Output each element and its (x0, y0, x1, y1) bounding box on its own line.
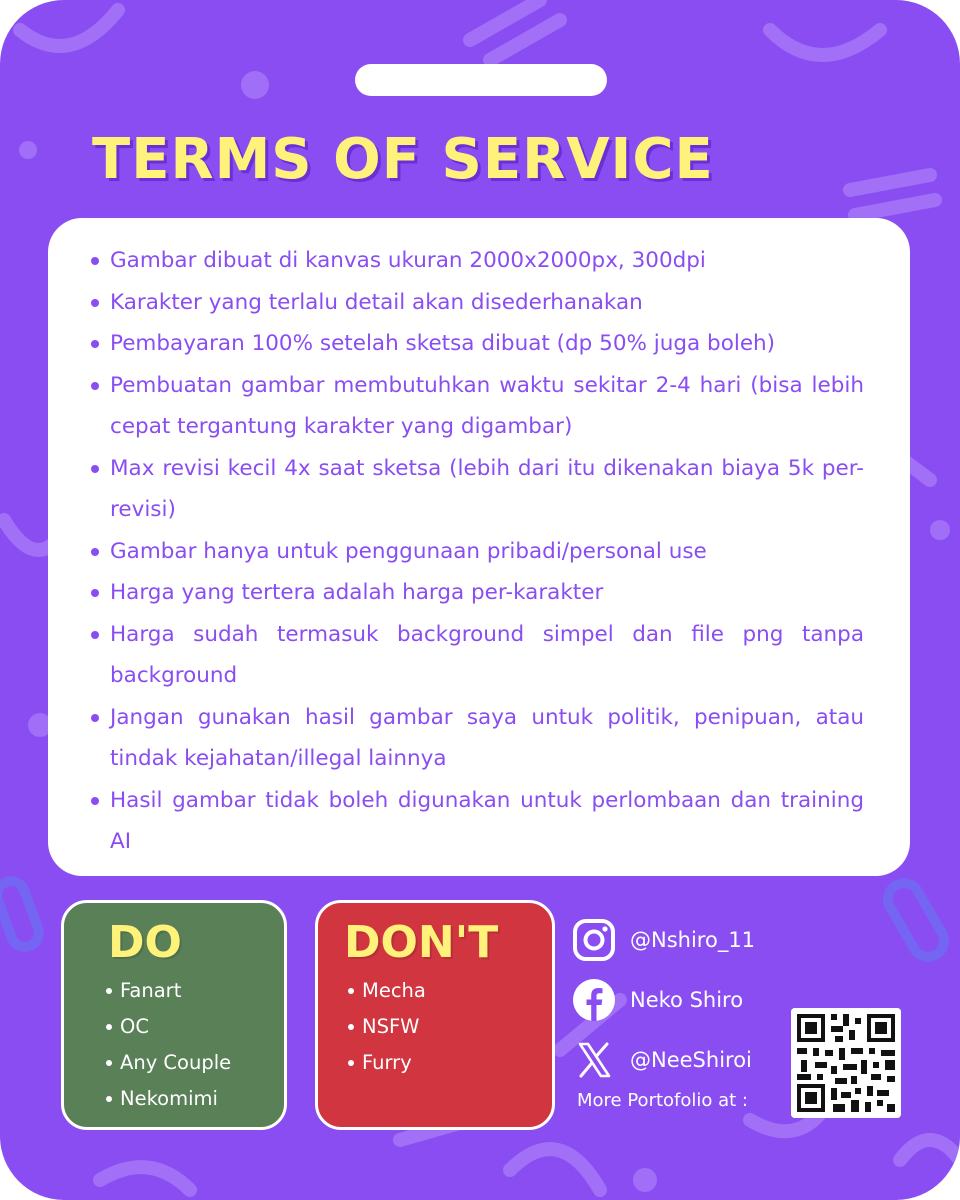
terms-list (48, 218, 910, 863)
term-item: Jangan gunakan hasil gambar saya untuk politik, penipuan, atau tindak kejahatan/illegal lainnya (110, 697, 864, 780)
instagram-icon (572, 918, 616, 962)
do-box (61, 900, 287, 1130)
do-item: Nekomimi (120, 1081, 231, 1117)
page-title: TERMS OF SERVICE (92, 127, 714, 192)
do-item: Any Couple (120, 1045, 231, 1081)
term-item: Karakter yang terlalu detail akan disederhanakan (110, 282, 864, 324)
dont-list (362, 973, 426, 1081)
instagram-link[interactable] (572, 918, 755, 962)
do-item: OC (120, 1009, 231, 1045)
hang-slot (355, 64, 607, 96)
term-item: Harga sudah termasuk background simpel dan file png tanpa background (110, 614, 864, 697)
dont-item: Furry (362, 1045, 426, 1081)
term-item: Hasil gambar tidak boleh digunakan untuk perlombaan dan training AI (110, 780, 864, 863)
facebook-icon (572, 978, 616, 1022)
x-handle: @NeeShiroi (630, 1048, 752, 1072)
facebook-link[interactable] (572, 978, 743, 1022)
do-item: Fanart (120, 973, 231, 1009)
x-icon (572, 1038, 616, 1082)
instagram-handle: @Nshiro_11 (630, 928, 756, 952)
do-title: DO (108, 917, 182, 968)
term-item: Pembayaran 100% setelah sketsa dibuat (dp 50% juga boleh) (110, 323, 864, 365)
dont-box (315, 900, 555, 1130)
do-list (120, 973, 231, 1117)
dont-title: DON'T (344, 917, 499, 968)
dont-item: NSFW (362, 1009, 426, 1045)
qr-code[interactable] (791, 1008, 901, 1118)
term-item: Gambar hanya untuk penggunaan pribadi/personal use (110, 531, 864, 573)
term-item: Pembuatan gambar membutuhkan waktu sekitar 2-4 hari (bisa lebih cepat tergantung karakter yang digambar) (110, 365, 864, 448)
term-item: Harga yang tertera adalah harga per-karakter (110, 572, 864, 614)
terms-panel (48, 218, 910, 876)
more-portfolio-label: More Portofolio at : (577, 1090, 748, 1111)
x-link[interactable] (572, 1038, 752, 1082)
term-item: Max revisi kecil 4x saat sketsa (lebih dari itu dikenakan biaya 5k per-revisi) (110, 448, 864, 531)
term-item: Gambar dibuat di kanvas ukuran 2000x2000px, 300dpi (110, 240, 864, 282)
dont-item: Mecha (362, 973, 426, 1009)
facebook-name: Neko Shiro (630, 988, 744, 1012)
